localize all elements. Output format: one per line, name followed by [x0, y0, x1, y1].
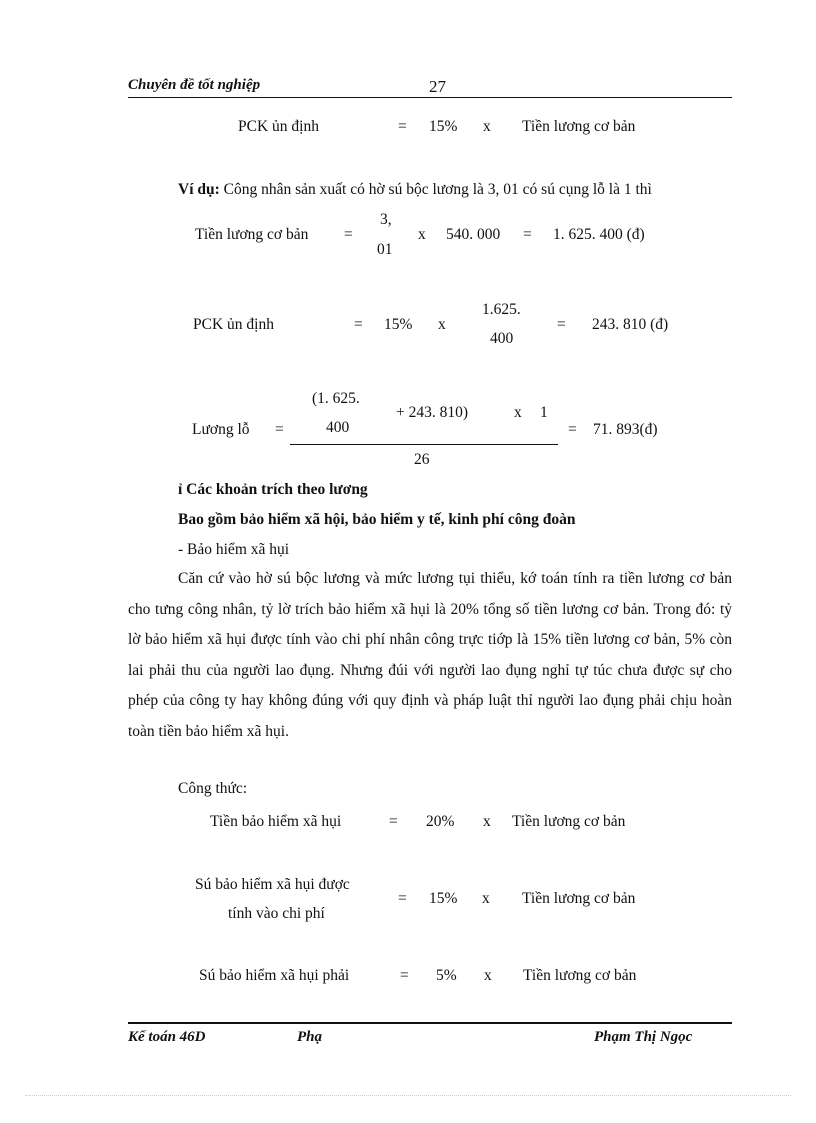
wage-label: Lương lỗ — [192, 421, 250, 438]
pck-ex-den: 400 — [490, 330, 514, 347]
formula3-rhs: Tiền lương cơ bản — [523, 967, 637, 984]
formula3-times: x — [484, 967, 492, 984]
base-salary-eq2: = — [523, 226, 532, 243]
pck-ex-num: 1.625. — [482, 301, 521, 318]
formula1-rhs: Tiền lương cơ bản — [512, 813, 626, 830]
formula2-rhs: Tiền lương cơ bản — [522, 890, 636, 907]
header-title: Chuyên đề tốt nghiệp — [128, 77, 261, 93]
formula1-times: x — [483, 813, 491, 830]
base-salary-eq: = — [344, 226, 353, 243]
base-salary-num: 3, — [380, 211, 392, 228]
pck-ex-result: 243. 810 (đ) — [592, 316, 669, 333]
pck-eq: = — [398, 118, 407, 135]
section-title: ỉ Các khoản trích theo lương — [178, 481, 368, 498]
pck-ex-pct: 15% — [384, 316, 413, 333]
formula2-label-line2: tính vào chi phí — [228, 905, 325, 922]
base-salary-den: 01 — [377, 241, 393, 258]
formula-label: Công thức: — [178, 780, 248, 797]
wage-cont: 400 — [326, 419, 350, 436]
formula1-pct: 20% — [426, 813, 455, 830]
wage-eq: = — [275, 421, 284, 438]
formula2-label-line1: Sú bảo hiểm xã hụi được — [195, 876, 350, 893]
wage-den: 26 — [414, 451, 430, 468]
base-salary-label: Tiền lương cơ bản — [195, 226, 309, 243]
pck-rhs: Tiền lương cơ bản — [522, 118, 636, 135]
wage-open: (1. 625. — [312, 390, 360, 407]
pck-pct: 15% — [429, 118, 458, 135]
base-salary-times: x — [418, 226, 426, 243]
formula3-pct: 5% — [436, 967, 457, 984]
pck-ex-times: x — [438, 316, 446, 333]
pck-times: x — [483, 118, 491, 135]
formula1-label: Tiền bảo hiểm xã hụi — [210, 813, 342, 830]
example-line — [178, 181, 652, 199]
pck-ex-eq: = — [354, 316, 363, 333]
formula2-eq: = — [398, 890, 407, 907]
pck-ex-eq2: = — [557, 316, 566, 333]
section-paragraph: Căn cứ vào hờ sú bộc lương và mức lương tụi thiểu, kớ toán tính ra tiền lương cơ bản cho tưng công nhân, tỷ lờ trích bảo hiểm xã hụi là 20% tổng số tiền lương cơ bản. Trong đó: tỷ lờ bảo hiểm xã hụi được tính vào chi phí nhân công trực tiớp là 15% tiền lương cơ bản, 5% còn lai phải thu của người lao đụng. Nhưng đúi với người lao đụng nghỉ tự túc chưa được sự cho phép của công ty hay không đúng với quy định và pháp luật thỉ người lao đụng phải chịu hoàn toàn tiền bảo hiểm xã hụi. — [128, 570, 732, 740]
footer-right: Phạm Thị Ngọc — [594, 1029, 693, 1045]
base-salary-result: 1. 625. 400 (đ) — [553, 226, 645, 243]
page-bottom-dotted-border — [25, 1095, 791, 1096]
wage-result: 71. 893(đ) — [593, 421, 658, 438]
pck-label: PCK ủn định — [238, 118, 319, 135]
base-salary-value: 540. 000 — [446, 226, 501, 243]
example-lead: Ví dụ: — [178, 181, 220, 198]
example-text: Công nhân sản xuất có hờ sú bộc lương là 3, 01 có sú cụng lỗ là 1 thì — [219, 181, 652, 198]
page-number: 27 — [429, 77, 446, 96]
section-subtitle: Bao gồm bảo hiểm xã hội, bảo hiểm y tế, kinh phí công đoàn — [178, 511, 576, 528]
wage-eq2: = — [568, 421, 577, 438]
formula1-eq: = — [389, 813, 398, 830]
wage-fraction-bar — [290, 444, 558, 445]
formula2-times: x — [482, 890, 490, 907]
footer-middle: Phạ — [297, 1029, 323, 1045]
formula3-eq: = — [400, 967, 409, 984]
wage-plus: + 243. 810) — [396, 404, 469, 421]
wage-times: x — [514, 404, 522, 421]
section-item: - Bảo hiểm xã hụi — [178, 541, 290, 558]
pck-ex-label: PCK ủn định — [193, 316, 274, 333]
formula3-label: Sú bảo hiểm xã hụi phải — [199, 967, 350, 984]
footer-left: Kế toán 46D — [128, 1029, 206, 1045]
header-rule — [128, 97, 732, 98]
wage-one: 1 — [540, 404, 548, 421]
footer-rule — [128, 1022, 732, 1024]
formula2-pct: 15% — [429, 890, 458, 907]
